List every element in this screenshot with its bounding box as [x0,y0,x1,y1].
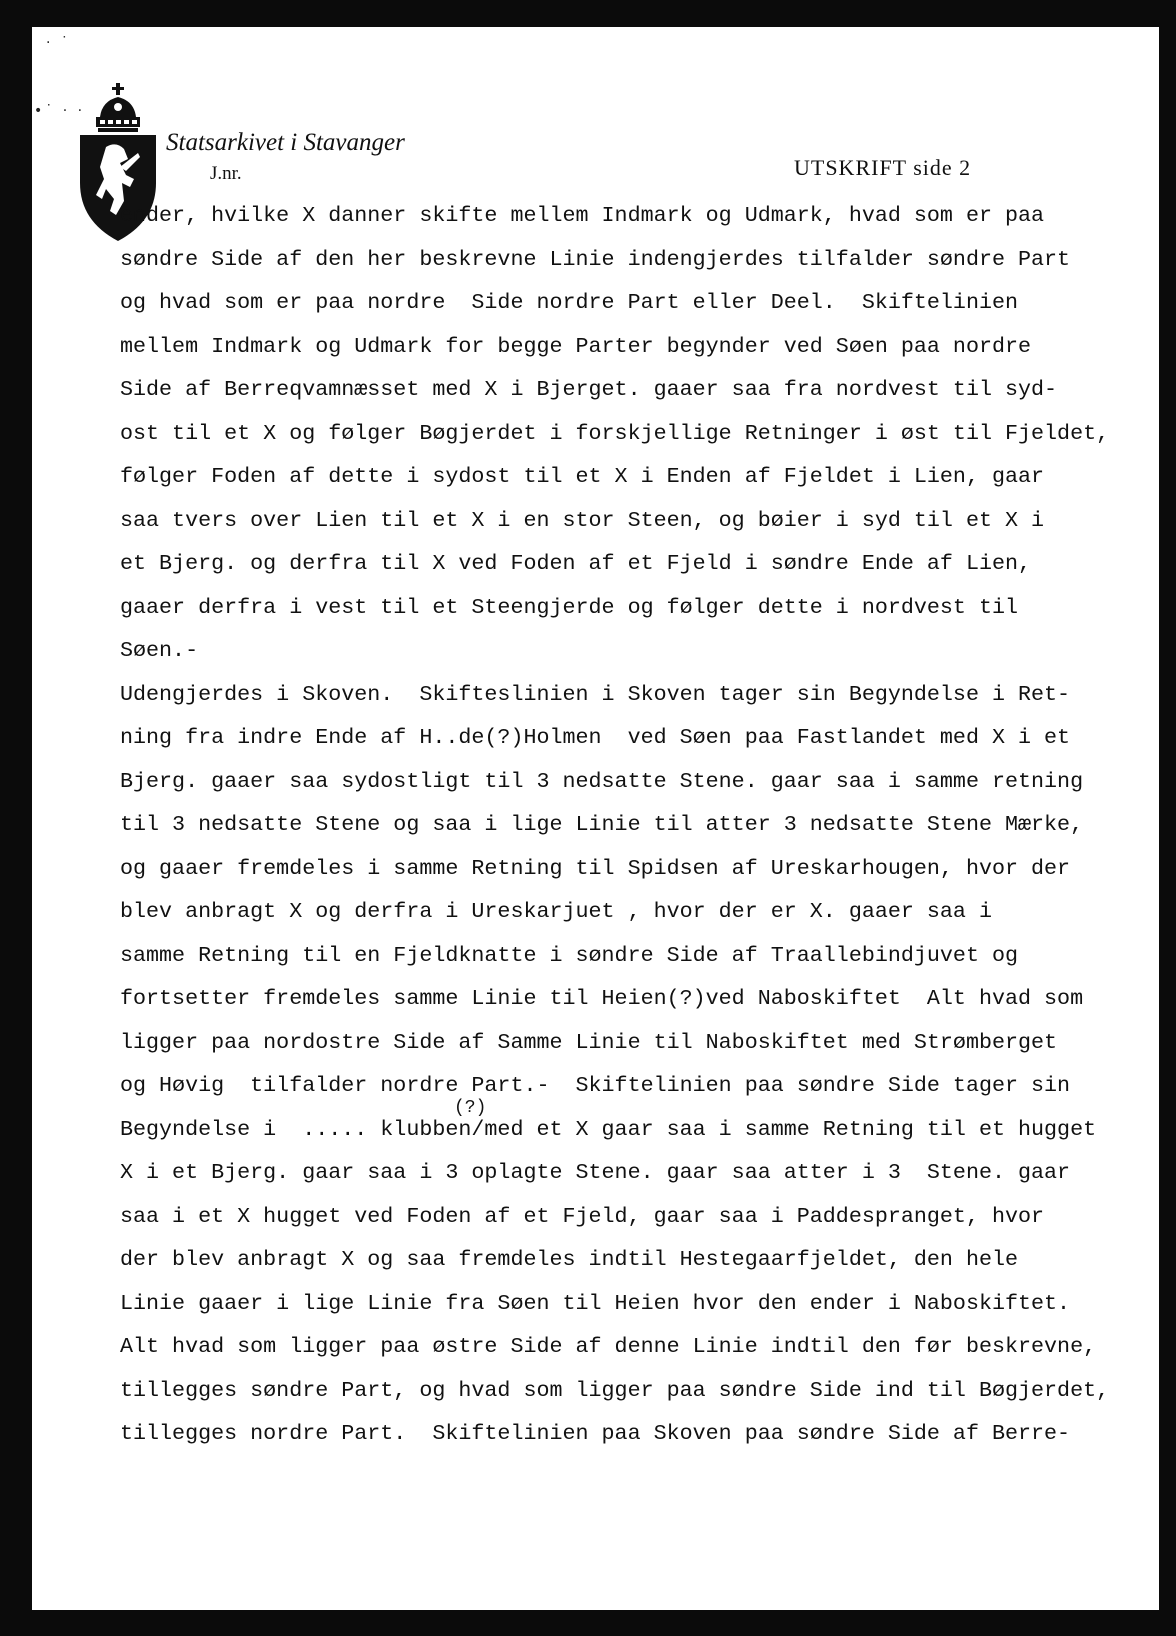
text-line: ning fra indre Ende af H..de(?)Holmen ved Søen paa Fastlandet med X i et [120,725,1071,750]
document-page [32,27,1159,1610]
text-line: og hvad som er paa nordre Side nordre Part eller Deel. Skiftelinien [120,290,1019,315]
archive-name: Statsarkivet i Stavanger [166,129,405,156]
copy-page-label: UTSKRIFT side 2 [794,155,972,180]
interlinear-query-note: (?) [454,1098,487,1118]
text-line: ligger paa nordostre Side af Samme Linie til Naboskiftet med Strømberget [120,1029,1058,1055]
text-line: gaaer derfra i vest til et Steengjerde og følger dette i nordvest til [120,594,1019,620]
text-line: og gaaer fremdeles i samme Retning til Spidsen af Ureskarhougen, hvor der [120,855,1071,881]
text-line: ost til et X og følger Bøgjerdet i forskjellige Retninger i øst til Fjeldet, [120,420,1110,446]
text-line: Linie gaaer i lige Linie fra Søen til Heien hvor den ender i Naboskiftet. [120,1290,1071,1316]
text-line: tillegges nordre Part. Skiftelinien paa Skoven paa søndre Side af Berre- [120,1421,1071,1446]
text-line: Søen.- [120,638,199,663]
text-line: saa i et X hugget ved Foden af et Fjeld, gaar saa i Paddespranget, hvor [120,1203,1045,1229]
text-line: et Bjerg. og derfra til X ved Foden af et Fjeld i søndre Ende af Lien, [120,551,1032,576]
text-line: og Høvig tilfalder nordre Part.- Skiftelinien paa søndre Side tager sin [120,1073,1071,1098]
text-line: ender, hvilke X danner skifte mellem Indmark og Udmark, hvad som er paa [120,203,1045,228]
text-line: tillegges søndre Part, og hvad som ligger paa søndre Side ind til Bøgjerdet, [120,1377,1110,1403]
text-line: Bjerg. gaaer saa sydostligt til 3 nedsatte Stene. gaar saa i samme retning [120,768,1084,794]
text-line: mellem Indmark og Udmark for begge Parter begynder ved Søen paa nordre [120,333,1032,359]
text-line: til 3 nedsatte Stene og saa i lige Linie til atter 3 nedsatte Stene Mærke, [120,812,1084,837]
text-line: Side af Berreqvamnæsset med X i Bjerget. gaaer saa fra nordvest til syd- [120,377,1058,402]
text-line: Alt hvad som ligger paa østre Side af denne Linie indtil den før beskrevne, [120,1334,1097,1359]
text-line: saa tvers over Lien til et X i en stor Steen, og bøier i syd til et X i [120,507,1045,533]
journal-number-label: J.nr. [210,163,242,184]
text-line: søndre Side af den her beskrevne Linie indengjerdes tilfalder søndre Part [120,246,1071,272]
text-line: følger Foden af dette i sydost til et X i Enden af Fjeldet i Lien, gaar [120,464,1045,489]
margin-marks: · ˙ [46,35,71,51]
text-line: X i et Bjerg. gaar saa i 3 oplagte Stene. gaar saa atter i 3 Stene. gaar [120,1160,1071,1185]
text-line: Begyndelse i ..... klubben/med et X gaar saa i samme Retning til et hugget [120,1116,1097,1142]
text-line: Udengjerdes i Skoven. Skifteslinien i Skoven tager sin Begyndelse i Ret- [120,681,1071,707]
margin-marks: •˙ · · [34,103,86,119]
text-line: fortsetter fremdeles samme Linie til Heien(?)ved Naboskiftet Alt hvad som [120,986,1084,1011]
text-line: samme Retning til en Fjeldknatte i søndre Side af Traallebindjuvet og [120,942,1019,968]
text-line: der blev anbragt X og saa fremdeles indtil Hestegaarfjeldet, den hele [120,1247,1019,1272]
text-line: blev anbragt X og derfra i Ureskarjuet , hvor der er X. gaaer saa i [120,899,992,924]
